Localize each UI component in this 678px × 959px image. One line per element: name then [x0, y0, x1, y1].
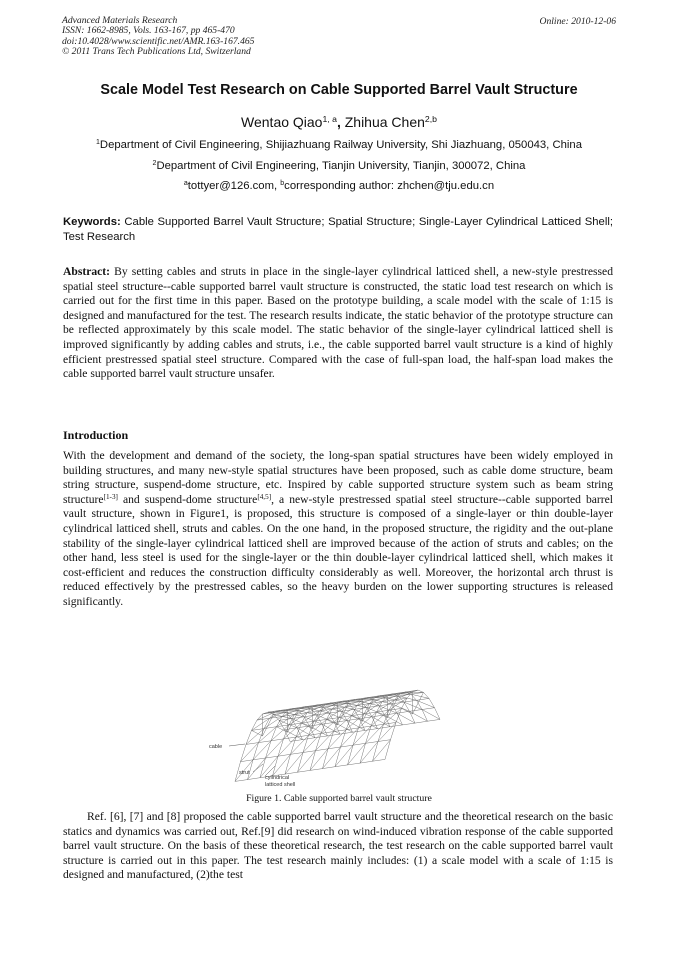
author-1-name: Wentao Qiao [241, 114, 323, 130]
lattice-diagonal [348, 743, 366, 765]
cable-member [363, 700, 374, 722]
abstract-text: By setting cables and struts in place in the single-layer cylindrical latticed shell, a new-style prestressed spatial steel structure--cable supported barrel vault structure is constructed, the static load test research on which is carried out for the first time in this paper. Based on the prototype building, a scale model with the scale of 1:15 is designed and manufactured for the test. The research results indicate, the static behavior of the prototype structure can be reflected approximately by this scale model. The static behavior of the single-layer cylindrical latticed shell is improved significantly by adding cables and struts, i.e., the cable supported barrel vault structure is a kind of highly efficient prestressed spatial steel structure. Compared with the case of full-span load, the half-span load makes the cable supported barrel vault structure unsafer. [63, 265, 613, 381]
online-date: Online: 2010-12-06 [539, 16, 616, 27]
lattice-member [235, 780, 248, 782]
lattice-diagonal [298, 751, 316, 773]
lattice-member [390, 725, 403, 727]
lattice-member [328, 734, 341, 736]
doi-line: doi:10.4028/www.scientific.net/AMR.163-167.465 [62, 35, 255, 47]
abstract [63, 265, 613, 382]
lattice-member [353, 743, 366, 745]
figure-1-caption: Figure 1. Cable supported barrel vault structure [246, 793, 432, 804]
affiliation-1 [0, 139, 678, 151]
author-line [0, 114, 678, 130]
email-line [0, 180, 678, 192]
lattice-member [290, 740, 303, 742]
lattice-member [253, 758, 266, 760]
affiliation-2 [0, 160, 678, 172]
lattice-diagonal [411, 694, 429, 698]
citation-1-3: [1-3] [103, 492, 118, 501]
lattice-member [402, 698, 408, 708]
lattice-member [417, 698, 430, 700]
email-b: corresponding author: zhchen@tju.edu.cn [284, 180, 495, 192]
email-a-sup: a [183, 180, 188, 188]
affiliation-1-text: Department of Civil Engineering, Shijiazhuang Railway University, Shi Jiazhuang, 050043, China [99, 139, 582, 151]
lattice-diagonal [323, 747, 341, 769]
lattice-member [303, 751, 316, 753]
lattice-member [252, 720, 258, 730]
lattice-diagonal [410, 711, 428, 721]
lattice-member [323, 767, 336, 769]
issn-line: ISSN: 1662-8985, Vols. 163-167, pp 465-470 [62, 25, 235, 37]
intro-text-3: , a new-style prestressed spatial steel structure--cable supported barrel vault structure, shown in Figure1, is proposed, this structure is composed of a single-layer or thin double-layer cylindrical latticed shell, struts and cables. On the one hand, in the proposed structure, the rigidity and the out-plane stability of the single-layer cylindrical latticed shell are improved because of the action of struts and cables; on the other hand, less steel is used for the single-layer or the thin double-layer cylindrical latticed shell, which makes it cost-efficient and reduces the construction difficulty considerably as well. Moreover, the horizontal arch thrust is reduced effectively by the prestressed cables, so the heavy burden on the lower supporting structures is released significantly. [63, 492, 613, 608]
lattice-diagonal [335, 722, 353, 732]
lattice-member [327, 709, 333, 719]
lattice-member [418, 690, 424, 692]
affiliation-2-sup: 2 [152, 160, 157, 168]
intro-paragraph [63, 449, 613, 610]
lattice-member [246, 730, 252, 744]
lattice-member [365, 729, 378, 731]
lattice-diagonal [385, 715, 403, 725]
lattice-diagonal [373, 740, 391, 762]
affiliation-2-text: Department of Civil Engineering, Tianjin University, Tianjin, 300072, China [156, 160, 526, 172]
keywords [63, 215, 613, 244]
lattice-diagonal [347, 721, 365, 731]
lattice-diagonal [310, 726, 328, 736]
lattice-diagonal [422, 710, 440, 720]
paragraph-2: Ref. [6], [7] and [8] proposed the cable supported barrel vault structure and the theoretical research on the basic statics and dynamics was carried out, Ref.[9] did research on wind-induced vibration response of the cable supported barrel vault structure. On the basis of these theoretical research, the test research on the cable supported barrel vault structure is carried out in this paper. The test research mainly includes: (1) a scale model with a scale of 1:15 is designed and manufactured, (2)the test [63, 810, 613, 882]
lattice-diagonal [278, 737, 296, 756]
lattice-member [303, 738, 316, 740]
lattice-member [378, 727, 391, 729]
lattice-diagonal [273, 754, 291, 776]
lattice-diagonal [360, 742, 378, 764]
lattice-member [335, 765, 348, 767]
figure-label-strut: strut [239, 770, 250, 776]
lattice-diagonal [252, 718, 270, 730]
author-2-name: Zhihua Chen [340, 114, 425, 130]
citation-4-5: [4,5] [257, 492, 272, 501]
lattice-member [316, 749, 329, 751]
lattice-diagonal [285, 730, 303, 740]
lattice-member [278, 754, 291, 756]
lattice-member [248, 778, 261, 780]
abstract-label: Abstract: [63, 265, 111, 278]
lattice-diagonal [285, 753, 303, 775]
lattice-member [277, 717, 283, 727]
author-1-sup: 1, a [322, 114, 337, 125]
intro-text-2: and suspend-dome structure [117, 492, 258, 506]
lattice-member [285, 772, 298, 774]
lattice-member [377, 702, 383, 712]
lattice-diagonal [241, 743, 259, 762]
lattice-member [422, 708, 435, 710]
lattice-member [266, 756, 279, 758]
lattice-member [415, 721, 428, 723]
figure-label-shell-2: latticed shell [265, 782, 296, 788]
lattice-member [310, 769, 323, 771]
intro-text-1: With the development and demand of the society, the long-span spatial structures have been widely employed in building structures, and many new-style spatial structures have been proposed, such as cable dome structure, beam string structure, suspend-dome structure, etc. Inspired by cable supported structure system such as beam string structure [63, 449, 613, 506]
lattice-member [428, 719, 441, 721]
journal-header [62, 16, 254, 58]
lattice-member [348, 763, 361, 765]
cable-member [263, 714, 274, 736]
lattice-member [271, 727, 277, 741]
figure-label-cable: cable [209, 744, 223, 750]
lattice-member [353, 730, 366, 732]
lattice-diagonal [399, 696, 417, 700]
lattice-member [328, 747, 341, 749]
lattice-diagonal [397, 713, 415, 723]
lattice-member [373, 759, 386, 761]
lattice-member [429, 698, 435, 707]
figure-label-shell-1: cylindrical [265, 775, 290, 781]
lattice-diagonal [360, 719, 378, 729]
lattice-diagonal [253, 741, 271, 760]
author-separator: , [336, 114, 341, 130]
lattice-diagonal [266, 739, 284, 758]
lattice-member [378, 740, 391, 742]
lattice-member [406, 690, 419, 692]
lattice-member [341, 745, 354, 747]
keywords-label: Keywords: [63, 216, 121, 228]
lattice-diagonal [297, 728, 315, 738]
email-a: tottyer@126.com, [187, 180, 281, 192]
lattice-diagonal [335, 745, 353, 767]
lattice-member [298, 770, 311, 772]
lattice-diagonal [248, 758, 266, 780]
lattice-member [360, 761, 373, 763]
lattice-member [410, 710, 423, 712]
cable-member [288, 711, 299, 733]
lattice-member [296, 723, 302, 737]
email-b-sup: b [280, 180, 285, 188]
lattice-diagonal [310, 749, 328, 771]
copyright-line: © 2011 Trans Tech Publications Ltd, Switzerland [62, 46, 251, 58]
lattice-member [366, 742, 379, 744]
lattice-member [302, 713, 308, 723]
paper-title: Scale Model Test Research on Cable Supported Barrel Vault Structure [100, 82, 578, 98]
lattice-diagonal [322, 724, 340, 734]
lattice-diagonal [372, 717, 390, 727]
lattice-member [371, 712, 377, 726]
journal-name: Advanced Materials Research [62, 15, 178, 26]
keywords-text: Cable Supported Barrel Vault Structure; Spatial Structure; Single-Layer Cylindrical Latticed Shell; Test Research [63, 216, 613, 243]
lattice-member [257, 714, 263, 720]
figure-1-barrel-vault-drawing [205, 636, 445, 791]
lattice-member [291, 753, 304, 755]
affiliation-1-sup: 1 [96, 139, 100, 147]
author-2-sup: 2,b [424, 114, 437, 125]
section-heading-introduction: Introduction [63, 428, 129, 442]
lattice-member [340, 732, 353, 734]
lattice-diagonal [417, 700, 435, 707]
lattice-diagonal [404, 702, 422, 709]
lattice-member [403, 723, 416, 725]
lattice-member [411, 692, 424, 694]
lattice-member [352, 706, 358, 716]
lattice-member [315, 736, 328, 738]
lattice-member [241, 760, 254, 762]
lattice-diagonal [264, 717, 282, 729]
